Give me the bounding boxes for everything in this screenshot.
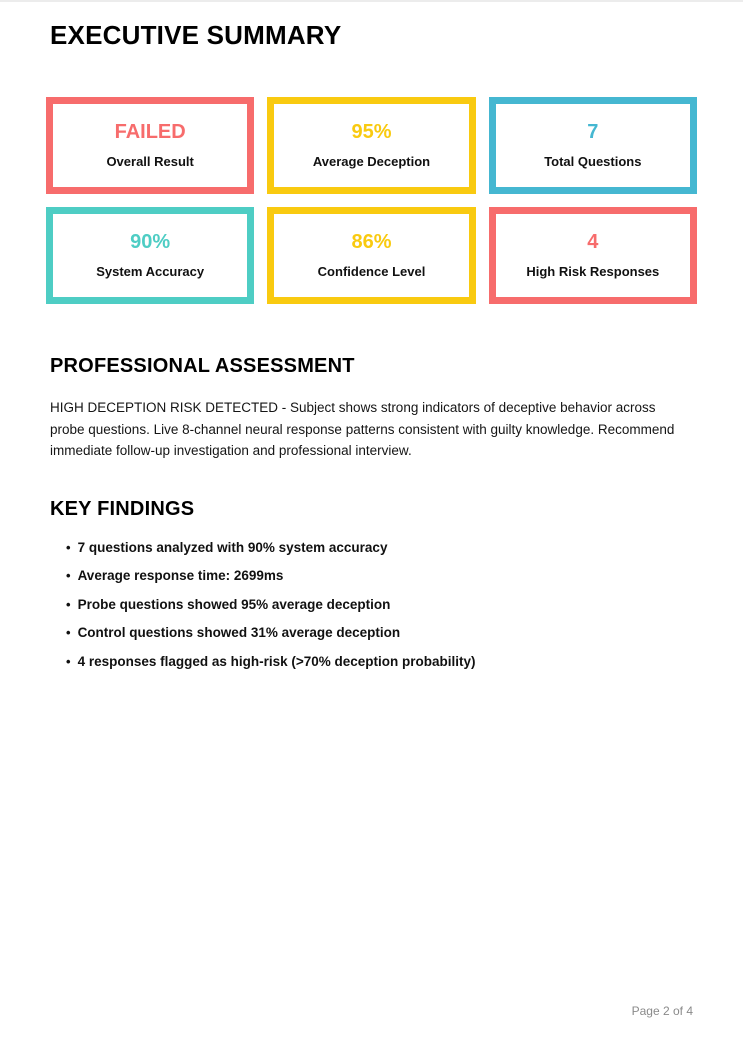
stat-value: 7 bbox=[587, 121, 599, 143]
stat-label: High Risk Responses bbox=[526, 264, 660, 279]
finding-item bbox=[66, 569, 693, 583]
stat-card-overall-result bbox=[46, 97, 254, 194]
stat-card-system-accuracy bbox=[46, 207, 254, 304]
finding-text: 4 responses flagged as high-risk (>70% deception probability) bbox=[77, 653, 476, 669]
stat-label: System Accuracy bbox=[96, 264, 205, 279]
page-number: Page 2 of 4 bbox=[631, 1004, 693, 1018]
bullet-icon: • bbox=[66, 625, 71, 640]
finding-item bbox=[66, 655, 693, 669]
finding-text: Control questions showed 31% average deception bbox=[77, 625, 401, 640]
stat-value: 90% bbox=[130, 231, 171, 253]
stat-label: Total Questions bbox=[544, 154, 642, 169]
bullet-icon: • bbox=[66, 539, 71, 555]
bullet-icon: • bbox=[66, 653, 71, 669]
finding-item bbox=[66, 626, 693, 640]
finding-text: Average response time: 2699ms bbox=[77, 568, 284, 583]
summary-stats-grid bbox=[46, 97, 697, 304]
stat-value: 4 bbox=[587, 231, 599, 253]
finding-text: 7 questions analyzed with 90% system accuracy bbox=[77, 539, 388, 555]
finding-text: Probe questions showed 95% average deception bbox=[77, 596, 391, 612]
page-title: EXECUTIVE SUMMARY bbox=[50, 20, 342, 50]
findings-list bbox=[66, 541, 693, 669]
assessment-body-text: HIGH DECEPTION RISK DETECTED - Subject shows strong indicators of deceptive behavior across probe questions. Live 8-channel neural response patterns consistent with guilty knowledge. Recommend immediate follow-up investigation and professional interview. bbox=[50, 400, 675, 458]
stat-label: Average Deception bbox=[312, 154, 431, 169]
stat-label: Confidence Level bbox=[317, 264, 426, 279]
stat-value: 95% bbox=[351, 121, 392, 143]
bullet-icon: • bbox=[66, 596, 71, 612]
stat-card-confidence-level bbox=[267, 207, 475, 304]
stat-card-high-risk-responses bbox=[489, 207, 697, 304]
finding-item bbox=[66, 541, 693, 555]
finding-item bbox=[66, 598, 693, 612]
stat-label: Overall Result bbox=[106, 154, 194, 169]
stat-card-average-deception bbox=[267, 97, 475, 194]
stat-value: 86% bbox=[351, 231, 392, 253]
bullet-icon: • bbox=[66, 568, 71, 583]
assessment-heading: PROFESSIONAL ASSESSMENT bbox=[50, 355, 355, 377]
stat-value: FAILED bbox=[114, 121, 186, 143]
findings-heading: KEY FINDINGS bbox=[50, 497, 195, 520]
stat-card-total-questions bbox=[489, 97, 697, 194]
